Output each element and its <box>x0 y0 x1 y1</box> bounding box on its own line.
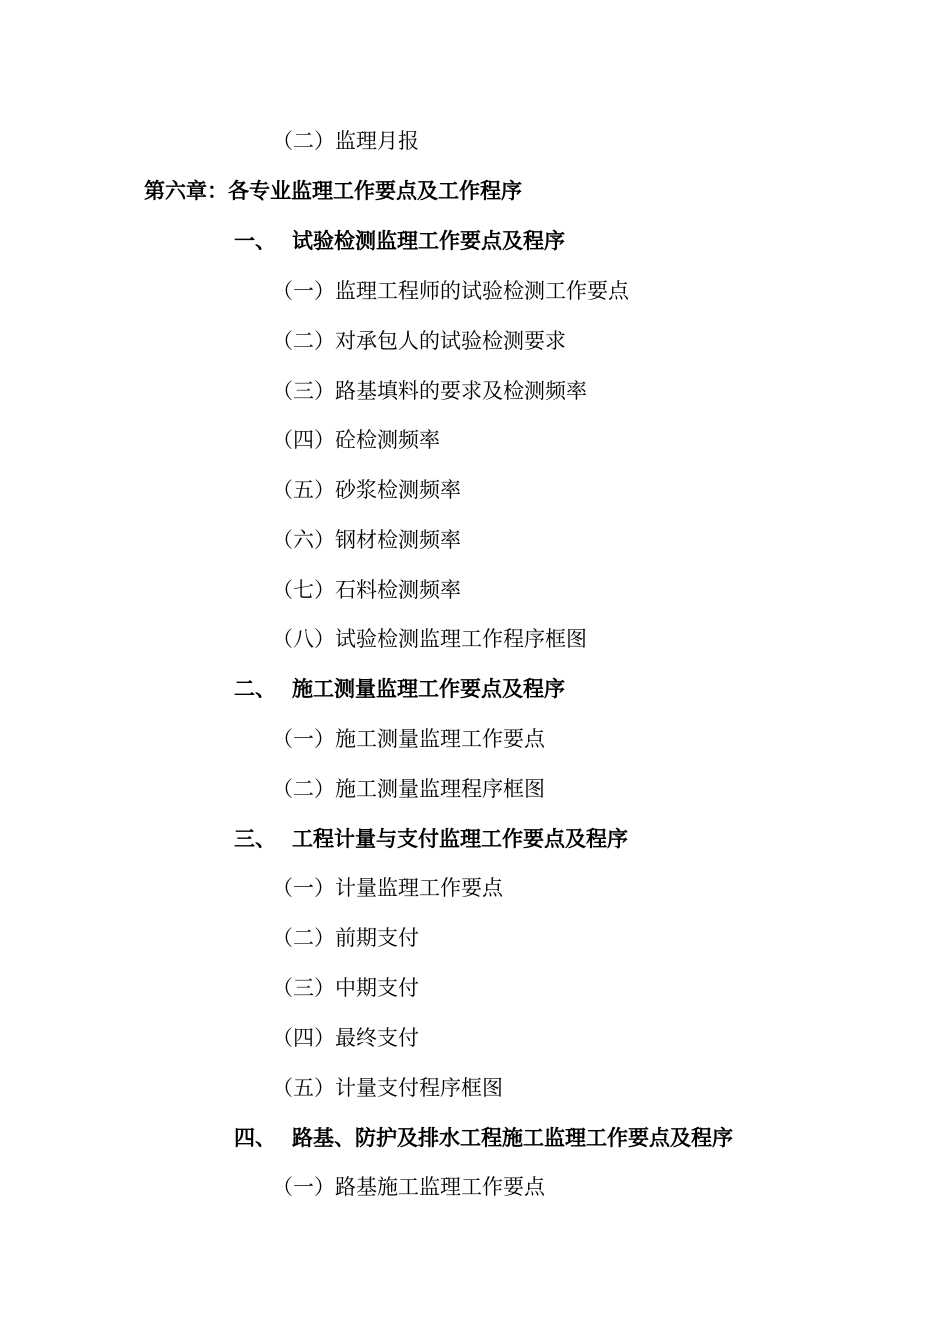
section-title: 施工测量监理工作要点及程序 <box>292 676 565 701</box>
toc-item: （三）路基填料的要求及检测频率 <box>272 379 587 403</box>
section-number: 四、 <box>234 1125 276 1150</box>
toc-item: （一）施工测量监理工作要点 <box>272 727 545 751</box>
toc-item: （四）砼检测频率 <box>272 428 440 452</box>
toc-item: （二）施工测量监理程序框图 <box>272 777 545 801</box>
toc-item: （二）对承包人的试验检测要求 <box>272 329 566 353</box>
toc-section-heading <box>234 1125 733 1151</box>
toc-item: （五）计量支付程序框图 <box>272 1076 503 1100</box>
section-number: 二、 <box>234 676 276 701</box>
toc-section-heading <box>234 228 565 254</box>
toc-item: （二）前期支付 <box>272 926 419 950</box>
toc-item: （三）中期支付 <box>272 976 419 1000</box>
section-number: 一、 <box>234 228 276 253</box>
toc-item: （八）试验检测监理工作程序框图 <box>272 627 587 651</box>
toc-item: （二）监理月报 <box>272 129 419 153</box>
section-title: 工程计量与支付监理工作要点及程序 <box>292 826 628 851</box>
section-title: 试验检测监理工作要点及程序 <box>292 228 565 253</box>
toc-item: （六）钢材检测频率 <box>272 528 461 552</box>
toc-item: （一）计量监理工作要点 <box>272 876 503 900</box>
toc-item: （五）砂浆检测频率 <box>272 478 461 502</box>
toc-item: （七）石料检测频率 <box>272 578 461 602</box>
toc-chapter-heading: 第六章：各专业监理工作要点及工作程序 <box>144 178 522 203</box>
section-title: 路基、防护及排水工程施工监理工作要点及程序 <box>292 1125 733 1150</box>
toc-item: （四）最终支付 <box>272 1026 419 1050</box>
toc-item: （一）监理工程师的试验检测工作要点 <box>272 279 629 303</box>
toc-item: （一）路基施工监理工作要点 <box>272 1175 545 1199</box>
toc-section-heading <box>234 826 628 852</box>
section-number: 三、 <box>234 826 276 851</box>
toc-section-heading <box>234 676 565 702</box>
